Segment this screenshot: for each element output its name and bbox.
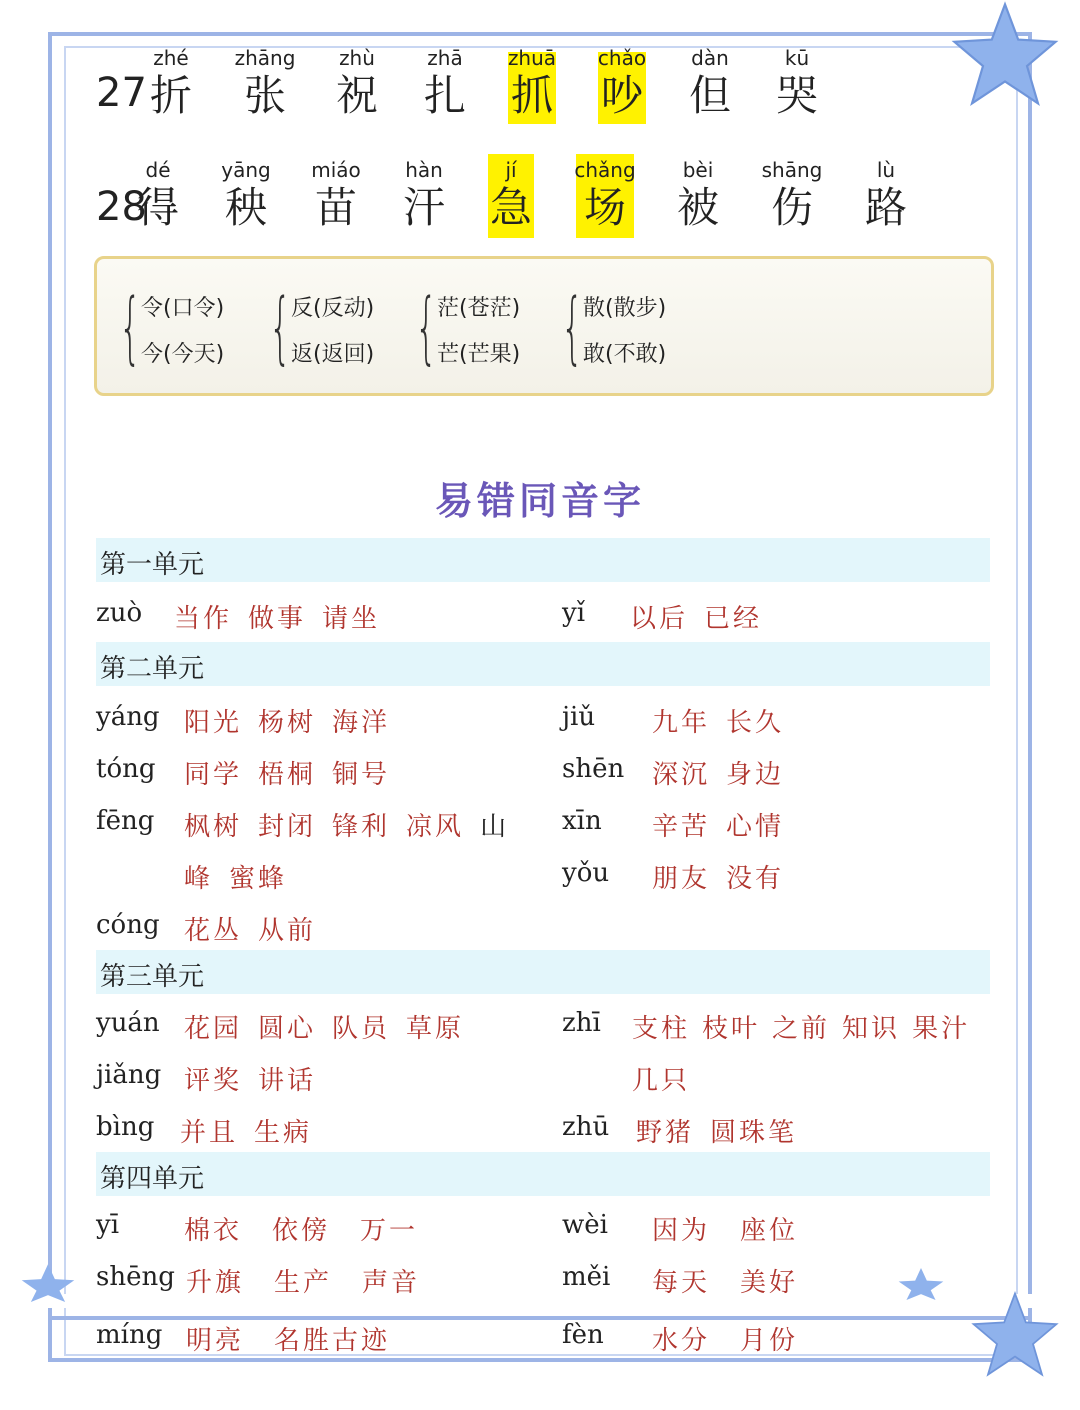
- unit-header: 第二单元: [96, 642, 990, 686]
- star-icon: [896, 1266, 946, 1300]
- char-cell: dàn 但: [688, 46, 731, 120]
- char-cell: chǎng 场: [574, 158, 636, 232]
- unit-header: 第三单元: [96, 950, 990, 994]
- char-cell: shāng 伤: [761, 158, 823, 232]
- row-number: 27: [96, 70, 147, 116]
- char-cell: hàn 汗: [402, 158, 445, 232]
- lesson-row-27: [0, 46, 1080, 166]
- star-icon: [18, 1262, 78, 1302]
- brace-icon: {: [269, 283, 292, 373]
- char-cell: dé 得: [136, 158, 179, 232]
- char-cell: zhù 祝: [335, 46, 378, 120]
- unit-header: 第四单元: [96, 1152, 990, 1196]
- brace-icon: {: [561, 283, 584, 373]
- char-cell: bèi 被: [676, 158, 719, 232]
- brace-icon: {: [415, 283, 438, 373]
- char-cell: kū 哭: [775, 46, 818, 120]
- char-cell: miáo 苗: [311, 158, 361, 232]
- char-cell: zhuā 抓: [507, 46, 557, 120]
- star-icon: [960, 1290, 1070, 1380]
- brace-icon: {: [119, 283, 142, 373]
- char-cell: zhāng 张: [234, 46, 296, 120]
- char-cell: zhé 折: [149, 46, 192, 120]
- char-cell: jí 急: [489, 158, 532, 232]
- char-cell: zhā 扎: [423, 46, 466, 120]
- similar-characters-box: { 令(口令) 今(今天) { 反(反动) 返(返回) { 茫(苍茫) 芒(芒果) { 散(散步) 敢(不敢): [94, 256, 994, 396]
- char-cell: lù 路: [864, 158, 907, 232]
- section-title: 易错同音字: [434, 478, 645, 523]
- row-number: 28: [96, 184, 147, 230]
- char-cell: yāng 秧: [221, 158, 271, 232]
- char-cell: chǎo 吵: [597, 46, 647, 120]
- unit-header: 第一单元: [96, 538, 990, 582]
